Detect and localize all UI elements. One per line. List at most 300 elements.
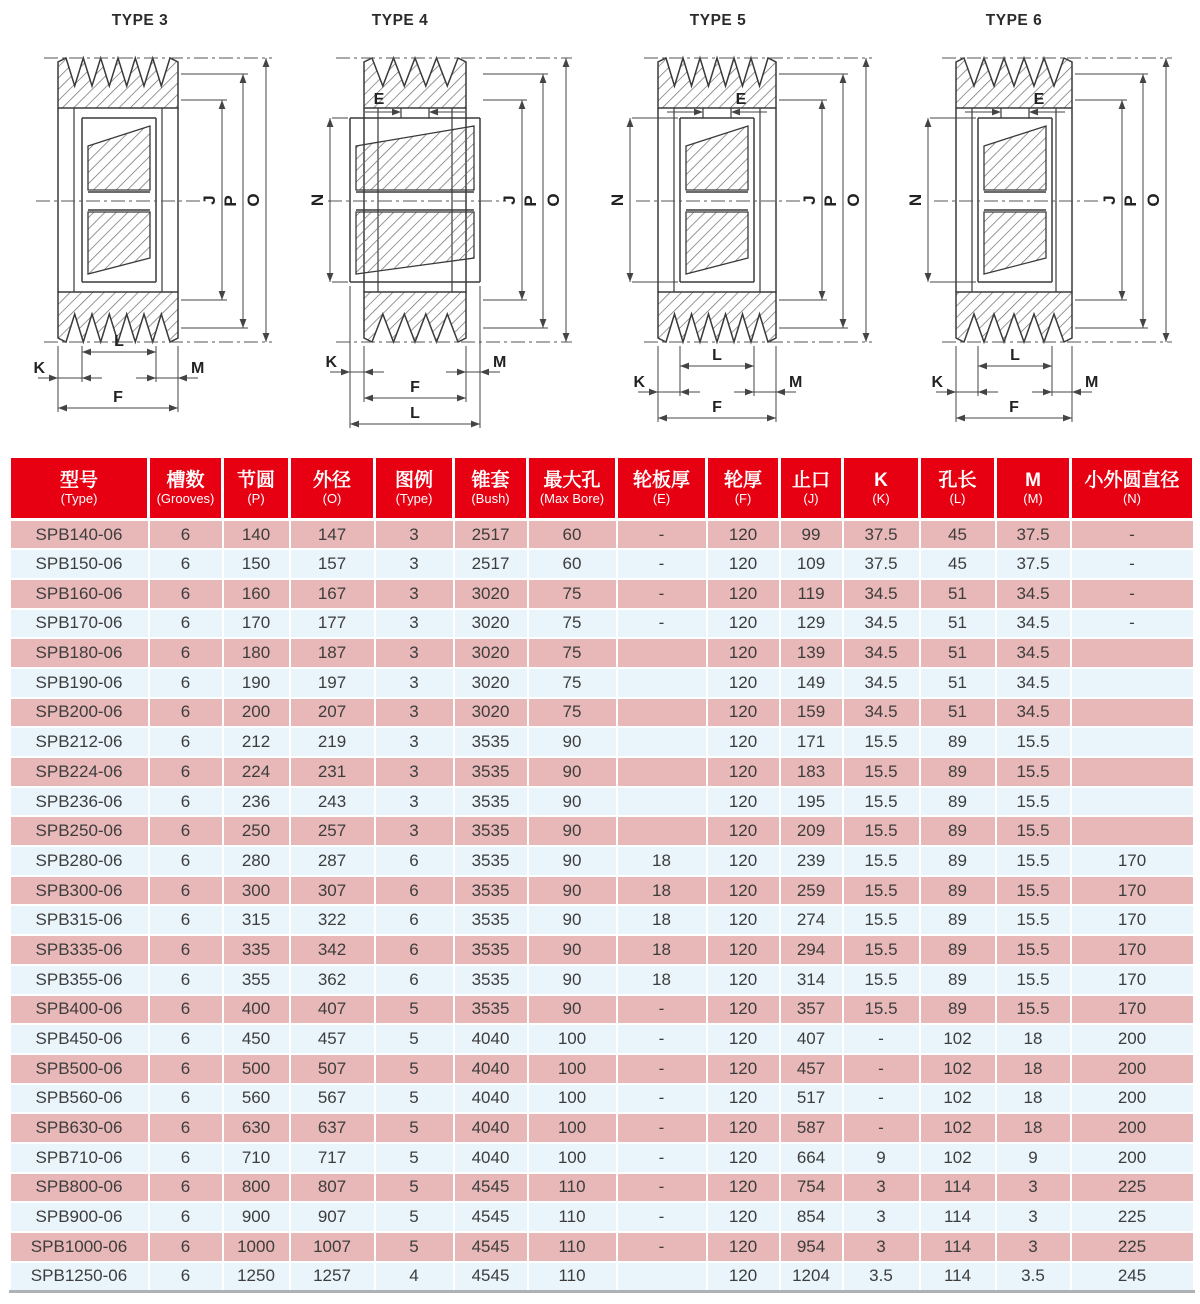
cell: 4545	[454, 1173, 528, 1203]
cell: 167	[290, 579, 375, 609]
cell: 6	[149, 1232, 223, 1262]
table-row	[10, 935, 1194, 965]
cell: 37.5	[843, 549, 920, 579]
cell: 120	[707, 520, 780, 550]
cell: 150	[223, 549, 290, 579]
cell: 15.5	[843, 757, 920, 787]
cell: 6	[149, 995, 223, 1025]
column-header-en: (L)	[949, 491, 966, 507]
cell: 3	[996, 1173, 1071, 1203]
cell: 3.5	[996, 1262, 1071, 1292]
dim-label: K	[33, 360, 45, 377]
cell: 1257	[290, 1262, 375, 1292]
cell: 287	[290, 846, 375, 876]
cell: 90	[528, 816, 617, 846]
cell: 200	[1071, 1054, 1194, 1084]
cell: 159	[780, 698, 843, 728]
cell: -	[617, 579, 707, 609]
cell: SPB224-06	[10, 757, 149, 787]
cell: 120	[707, 935, 780, 965]
cell: 3535	[454, 846, 528, 876]
dim-label: L	[1010, 347, 1020, 364]
table-row	[10, 1024, 1194, 1054]
dim-label: N	[308, 193, 327, 207]
column-header	[780, 457, 843, 520]
cell: 587	[780, 1113, 843, 1143]
column-header-en: (Max Bore)	[539, 491, 605, 507]
cell: 120	[707, 668, 780, 698]
cell: 120	[707, 549, 780, 579]
cell: 6	[149, 1143, 223, 1173]
cell: 5	[375, 1173, 454, 1203]
cell: 15.5	[996, 965, 1071, 995]
cell: 114	[920, 1173, 996, 1203]
column-header	[375, 457, 454, 520]
drawing-title: TYPE 4	[371, 12, 429, 29]
table-row	[10, 1113, 1194, 1143]
cell: 5	[375, 1084, 454, 1114]
dim-label: M	[191, 360, 205, 377]
column-header	[10, 457, 149, 520]
cell: 6	[149, 935, 223, 965]
table-row	[10, 668, 1194, 698]
cell: 160	[223, 579, 290, 609]
cell: 102	[920, 1113, 996, 1143]
cell: -	[1071, 520, 1194, 550]
cell: 90	[528, 965, 617, 995]
cell: 89	[920, 995, 996, 1025]
cell: 89	[920, 876, 996, 906]
dim-label: L	[712, 347, 722, 364]
cell: SPB710-06	[10, 1143, 149, 1173]
cell: 355	[223, 965, 290, 995]
cell	[1071, 668, 1194, 698]
cell: -	[617, 609, 707, 639]
cell: 195	[780, 787, 843, 817]
pulley-drawing-type4	[300, 0, 600, 448]
cell: 37.5	[996, 520, 1071, 550]
column-header	[528, 457, 617, 520]
cell: SPB335-06	[10, 935, 149, 965]
cell: 15.5	[843, 935, 920, 965]
cell: 120	[707, 787, 780, 817]
cell: 120	[707, 727, 780, 757]
dim-label: P	[521, 195, 540, 207]
cell: 6	[149, 579, 223, 609]
table-row	[10, 1054, 1194, 1084]
cell: 3020	[454, 698, 528, 728]
cell: 450	[223, 1024, 290, 1054]
cell: 34.5	[996, 668, 1071, 698]
cell: 3	[375, 757, 454, 787]
dim-label: O	[844, 193, 863, 207]
cell: 120	[707, 1084, 780, 1114]
column-header-en: (P)	[247, 491, 265, 507]
table-row	[10, 579, 1194, 609]
cell: SPB160-06	[10, 579, 149, 609]
cell: 170	[1071, 995, 1194, 1025]
cell: 45	[920, 520, 996, 550]
cell: 250	[223, 816, 290, 846]
cell: 114	[920, 1202, 996, 1232]
cell: 5	[375, 1232, 454, 1262]
dim-label: E	[373, 91, 385, 108]
cell: 637	[290, 1113, 375, 1143]
pulley-cross-section	[900, 0, 1200, 448]
dim-label: E	[1033, 91, 1045, 108]
drawing-title: TYPE 6	[985, 12, 1043, 29]
cell: 3	[375, 609, 454, 639]
cell: 170	[1071, 905, 1194, 935]
cell: 200	[1071, 1143, 1194, 1173]
table-row	[10, 1232, 1194, 1262]
cell: 18	[617, 876, 707, 906]
dim-label: M	[1085, 374, 1099, 391]
pulley-drawing-type6	[900, 0, 1200, 448]
column-header	[454, 457, 528, 520]
cell: 170	[1071, 965, 1194, 995]
cell: 110	[528, 1232, 617, 1262]
cell: 6	[149, 1202, 223, 1232]
column-header-zh: 小外圆直径	[1084, 469, 1180, 491]
cell: -	[1071, 549, 1194, 579]
dim-label: F	[410, 379, 420, 396]
cell: 6	[149, 549, 223, 579]
cell: 6	[149, 1054, 223, 1084]
cell: 6	[149, 1113, 223, 1143]
cell: 6	[149, 816, 223, 846]
cell: 120	[707, 638, 780, 668]
cell: 6	[149, 757, 223, 787]
cell: 3	[375, 727, 454, 757]
cell: 37.5	[843, 520, 920, 550]
column-header-zh: 止口	[791, 469, 830, 491]
cell: 100	[528, 1143, 617, 1173]
cell	[617, 757, 707, 787]
cell: 362	[290, 965, 375, 995]
cell: 322	[290, 905, 375, 935]
cell: 6	[375, 935, 454, 965]
cell: 3	[375, 520, 454, 550]
cell: 89	[920, 905, 996, 935]
cell: 314	[780, 965, 843, 995]
cell: 114	[920, 1232, 996, 1262]
column-header-en: (K)	[872, 491, 890, 507]
cell: 197	[290, 668, 375, 698]
cell: 34.5	[996, 579, 1071, 609]
cell: 664	[780, 1143, 843, 1173]
cell: 1000	[223, 1232, 290, 1262]
cell: 335	[223, 935, 290, 965]
column-header	[223, 457, 290, 520]
table-row	[10, 520, 1194, 550]
cell	[617, 787, 707, 817]
cell: 120	[707, 905, 780, 935]
cell: 170	[1071, 935, 1194, 965]
dim-label: N	[906, 193, 925, 207]
cell: 259	[780, 876, 843, 906]
cell: 907	[290, 1202, 375, 1232]
dim-label: J	[1100, 195, 1119, 205]
cell: 457	[290, 1024, 375, 1054]
cell: 3020	[454, 609, 528, 639]
cell: 3	[375, 816, 454, 846]
cell: 15.5	[843, 965, 920, 995]
column-header-zh: 轮板厚	[632, 469, 690, 491]
cell: 6	[149, 876, 223, 906]
cell: 3535	[454, 787, 528, 817]
cell	[617, 727, 707, 757]
cell: 4040	[454, 1113, 528, 1143]
column-header-zh: 节圆	[236, 469, 275, 491]
cell: -	[617, 1143, 707, 1173]
cell: 517	[780, 1084, 843, 1114]
column-header	[707, 457, 780, 520]
cell: 900	[223, 1202, 290, 1232]
cell: 6	[375, 965, 454, 995]
column-header-zh: K	[874, 469, 888, 491]
cell: 51	[920, 698, 996, 728]
cell: 280	[223, 846, 290, 876]
cell: 5	[375, 1202, 454, 1232]
cell: 183	[780, 757, 843, 787]
cell: 4040	[454, 1084, 528, 1114]
cell: 15.5	[843, 876, 920, 906]
cell: 120	[707, 965, 780, 995]
cell: 407	[780, 1024, 843, 1054]
column-header-zh: 锥套	[471, 469, 510, 491]
cell: 6	[149, 668, 223, 698]
cell	[1071, 638, 1194, 668]
cell: 3535	[454, 965, 528, 995]
cell: 89	[920, 757, 996, 787]
cell: 2517	[454, 549, 528, 579]
cell: 75	[528, 609, 617, 639]
cell: 15.5	[996, 727, 1071, 757]
cell: -	[617, 1084, 707, 1114]
cell: 18	[617, 935, 707, 965]
cell: 567	[290, 1084, 375, 1114]
dim-label: K	[325, 354, 337, 371]
cell: 120	[707, 757, 780, 787]
pulley-drawing-type3	[0, 0, 300, 448]
cell: SPB355-06	[10, 965, 149, 995]
column-header-en: (Grooves)	[156, 491, 215, 507]
cell: 6	[149, 609, 223, 639]
cell	[617, 1262, 707, 1292]
cell: 315	[223, 905, 290, 935]
cell: 4545	[454, 1232, 528, 1262]
cell: 560	[223, 1084, 290, 1114]
cell: 51	[920, 579, 996, 609]
cell: 15.5	[996, 787, 1071, 817]
cell: SPB1000-06	[10, 1232, 149, 1262]
cell: 75	[528, 698, 617, 728]
cell: 3535	[454, 876, 528, 906]
cell: -	[843, 1113, 920, 1143]
cell: 6	[149, 698, 223, 728]
column-header	[149, 457, 223, 520]
cell: 18	[617, 965, 707, 995]
cell: 400	[223, 995, 290, 1025]
cell: 6	[375, 876, 454, 906]
cell: 90	[528, 757, 617, 787]
dim-label: J	[500, 195, 519, 205]
cell: 3535	[454, 935, 528, 965]
cell: SPB250-06	[10, 816, 149, 846]
cell: 1250	[223, 1262, 290, 1292]
cell: 100	[528, 1113, 617, 1143]
cell: 4040	[454, 1143, 528, 1173]
pulley-cross-section	[0, 0, 300, 448]
cell: 3020	[454, 579, 528, 609]
cell	[617, 698, 707, 728]
column-header-en: (J)	[803, 491, 819, 507]
column-header-en: (O)	[322, 491, 342, 507]
dim-label: L	[114, 333, 124, 350]
cell: 89	[920, 787, 996, 817]
cell: 200	[223, 698, 290, 728]
cell: 190	[223, 668, 290, 698]
cell: 171	[780, 727, 843, 757]
cell: 120	[707, 816, 780, 846]
cell: 457	[780, 1054, 843, 1084]
cell: 99	[780, 520, 843, 550]
column-header-zh: 槽数	[166, 469, 205, 491]
cell: 4040	[454, 1054, 528, 1084]
cell: 147	[290, 520, 375, 550]
column-header-en: (E)	[652, 491, 671, 507]
cell: -	[617, 1232, 707, 1262]
cell: -	[617, 520, 707, 550]
cell: 4	[375, 1262, 454, 1292]
cell: 3535	[454, 995, 528, 1025]
cell: 120	[707, 1173, 780, 1203]
cell: 225	[1071, 1173, 1194, 1203]
table-row	[10, 727, 1194, 757]
cell: 120	[707, 698, 780, 728]
cell: 6	[375, 905, 454, 935]
cell: 342	[290, 935, 375, 965]
cell: 15.5	[996, 995, 1071, 1025]
cell: 3	[375, 549, 454, 579]
pulley-cross-section	[600, 0, 900, 448]
column-header	[290, 457, 375, 520]
dim-label: L	[410, 405, 420, 422]
column-header-zh: M	[1025, 469, 1041, 491]
cell: 294	[780, 935, 843, 965]
cell: 180	[223, 638, 290, 668]
cell: 51	[920, 609, 996, 639]
table-row	[10, 1262, 1194, 1292]
cell: -	[617, 1113, 707, 1143]
cell: 18	[996, 1024, 1071, 1054]
cell: SPB140-06	[10, 520, 149, 550]
cell: 34.5	[843, 579, 920, 609]
cell: 3	[843, 1232, 920, 1262]
dim-label: P	[221, 195, 240, 207]
cell: SPB212-06	[10, 727, 149, 757]
cell: 4040	[454, 1024, 528, 1054]
dim-label: P	[1121, 195, 1140, 207]
cell: -	[617, 1173, 707, 1203]
cell: 1007	[290, 1232, 375, 1262]
cell: 3	[375, 579, 454, 609]
cell: 219	[290, 727, 375, 757]
cell: 3	[996, 1232, 1071, 1262]
cell: 717	[290, 1143, 375, 1173]
cell: 45	[920, 549, 996, 579]
table-row	[10, 846, 1194, 876]
cell: 3.5	[843, 1262, 920, 1292]
cell: 18	[617, 905, 707, 935]
cell: 200	[1071, 1024, 1194, 1054]
dim-label: M	[789, 374, 803, 391]
cell: 170	[223, 609, 290, 639]
cell: -	[617, 1054, 707, 1084]
cell: 5	[375, 1143, 454, 1173]
cell: 6	[149, 1084, 223, 1114]
cell: 34.5	[843, 638, 920, 668]
cell: 75	[528, 638, 617, 668]
table-header-row	[10, 457, 1194, 520]
cell: 120	[707, 995, 780, 1025]
cell: -	[617, 995, 707, 1025]
table-row	[10, 698, 1194, 728]
table-row	[10, 1084, 1194, 1114]
column-header-zh: 轮厚	[723, 469, 762, 491]
column-header-zh: 图例	[394, 469, 433, 491]
cell	[1071, 816, 1194, 846]
table-row	[10, 876, 1194, 906]
cell: 34.5	[843, 609, 920, 639]
cell: 120	[707, 1143, 780, 1173]
dim-label: K	[633, 374, 645, 391]
cell: 120	[707, 1024, 780, 1054]
dim-label: O	[544, 193, 563, 207]
table-row	[10, 816, 1194, 846]
cell: 239	[780, 846, 843, 876]
cell: 149	[780, 668, 843, 698]
cell: 15.5	[843, 727, 920, 757]
cell: 3535	[454, 816, 528, 846]
cell: 114	[920, 1262, 996, 1292]
table-row	[10, 757, 1194, 787]
cell: 200	[1071, 1084, 1194, 1114]
dim-label: F	[1009, 399, 1019, 416]
cell: 102	[920, 1084, 996, 1114]
table-row	[10, 995, 1194, 1025]
cell: 5	[375, 995, 454, 1025]
cell: 120	[707, 1202, 780, 1232]
cell: SPB236-06	[10, 787, 149, 817]
cell: 75	[528, 579, 617, 609]
cell: -	[1071, 579, 1194, 609]
cell: 6	[149, 1173, 223, 1203]
cell: 6	[149, 727, 223, 757]
cell: 15.5	[843, 905, 920, 935]
cell: 243	[290, 787, 375, 817]
cell: SPB1250-06	[10, 1262, 149, 1292]
cell: 6	[149, 1262, 223, 1292]
cell: 110	[528, 1173, 617, 1203]
cell: 807	[290, 1173, 375, 1203]
cell: 129	[780, 609, 843, 639]
cell: 274	[780, 905, 843, 935]
dim-label: F	[712, 399, 722, 416]
cell: 3020	[454, 638, 528, 668]
column-header	[617, 457, 707, 520]
